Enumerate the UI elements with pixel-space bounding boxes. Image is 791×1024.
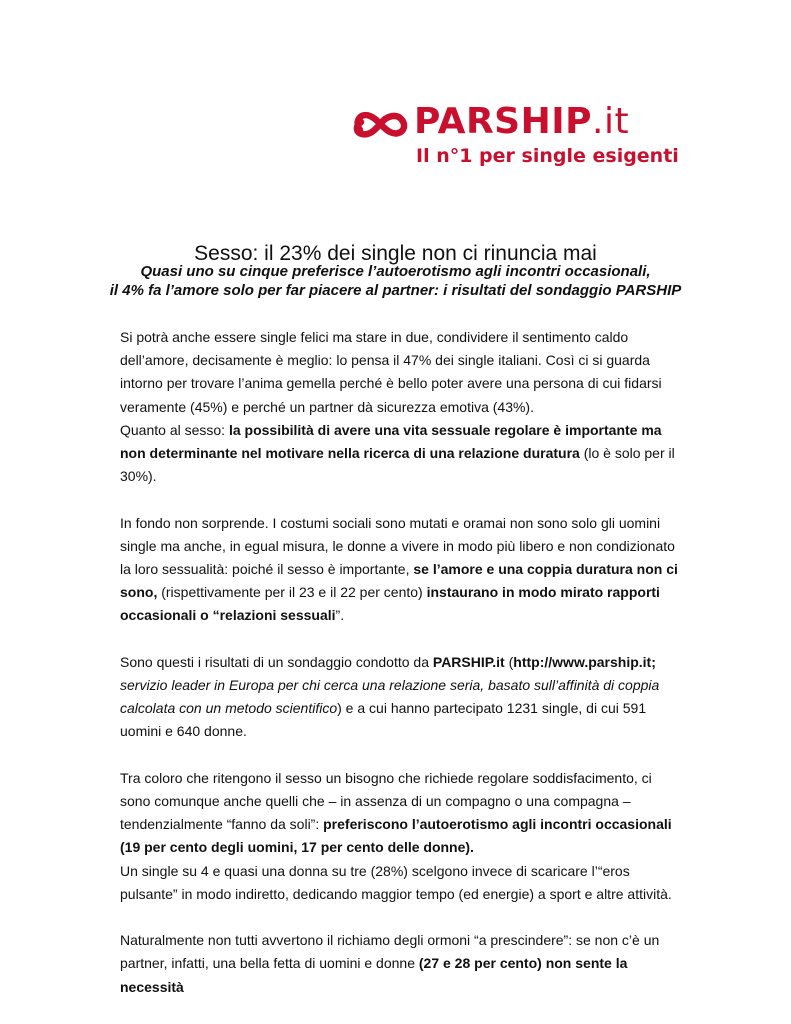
paragraph-3-text: (: [504, 653, 514, 670]
logo-tagline: Il n°1 per single esigenti: [416, 145, 679, 167]
paragraph-2-text: ”.: [335, 607, 345, 624]
paragraph-3-text: ) e a cui hanno partecipato 1231 single, di cui 591 uomini e 640 donne.: [120, 700, 647, 740]
paragraph-1: [120, 326, 680, 488]
paragraph-5: [120, 929, 680, 999]
logo-wordmark: [414, 100, 629, 144]
paragraph-1-bold: la possibilità di avere una vita sessuale regolare è importante ma non determinante nel motivare nella ricerca di una relazione duratura: [120, 421, 662, 462]
logo-brand: PARSHIP: [414, 101, 592, 142]
subtitle: [0, 262, 791, 300]
paragraph-4-text: Un single su 4 e quasi una donna su tre (28%) scelgono invece di scaricare l’“eros pulsante” in modo indiretto, dedicando maggior tempo (ed energie) a sport e altre attività.: [120, 862, 672, 902]
paragraph-2-text: (rispettivamente per il 23 e il 22 per cento): [157, 584, 427, 601]
article-body: [120, 326, 680, 1022]
parship-url: http://www.parship.it;: [513, 653, 656, 670]
parship-heart-loop-icon: [352, 106, 410, 142]
paragraph-5-text: Naturalmente non tutti avvertono il richiamo degli ormoni “a prescindere”: se non c’è un partner, infatti, una bella fetta di uomini e donne: [120, 932, 660, 972]
paragraph-1-text: (lo è solo per il 30%).: [120, 445, 675, 485]
paragraph-1-text: Quanto al sesso:: [120, 421, 229, 438]
page-title: Sesso: il 23% dei single non ci rinuncia mai: [194, 242, 597, 266]
parship-logo: [352, 100, 679, 170]
paragraph-1-text: Si potrà anche essere single felici ma stare in due, condividere il sentimento caldo dell’amore, decisamente è meglio: lo pensa il 47% dei single italiani. Così ci si guarda intorno per trovare l’anima gemella perché è bello poter avere una persona di cui fidarsi veramente (45%) e perché un partner dà sicurezza emotiva (43%).: [120, 329, 662, 415]
paragraph-4: [120, 767, 680, 906]
paragraph-4-bold: preferiscono l’autoerotismo agli incontri occasionali (19 per cento degli uomini, 17 per cento delle donne).: [120, 816, 672, 856]
paragraph-5-bold: (27 e 28 per cento) non sente la necessità: [120, 955, 628, 995]
paragraph-2: [120, 512, 680, 628]
paragraph-2-bold: instaurano in modo mirato rapporti occasionali o “relazioni sessuali: [120, 584, 660, 624]
logo-tld: .it: [592, 101, 630, 142]
parship-brand-mention: PARSHIP.it: [432, 653, 505, 670]
paragraph-3: [120, 651, 680, 744]
subtitle-line-2: il 4% fa l’amore solo per far piacere al partner: i risultati del sondaggio PARSHIP: [109, 282, 682, 299]
paragraph-3-italic: servizio leader in Europa per chi cerca una relazione seria, basato sull’affinità di coppia calcolata con un metodo scientifico: [120, 677, 660, 717]
paragraph-3-text: Sono questi i risultati di un sondaggio condotto da: [120, 653, 433, 670]
paragraph-4-text: Tra coloro che ritengono il sesso un bisogno che richiede regolare soddisfacimento, ci sono comunque anche quelli che – in assenza di un compagno o una compagna – tendenzialmente “fanno da soli”:: [120, 769, 652, 833]
subtitle-line-1: Quasi uno su cinque preferisce l’autoerotismo agli incontri occasionali,: [140, 263, 651, 280]
paragraph-2-bold: se l’amore e una coppia duratura non ci sono,: [120, 561, 678, 601]
paragraph-2-text: In fondo non sorprende. I costumi sociali sono mutati e oramai non sono solo gli uomini single ma anche, in egual misura, le donne a vivere in modo più libero e non condizionato la loro sessualità: poiché il sesso è importante,: [120, 514, 675, 578]
